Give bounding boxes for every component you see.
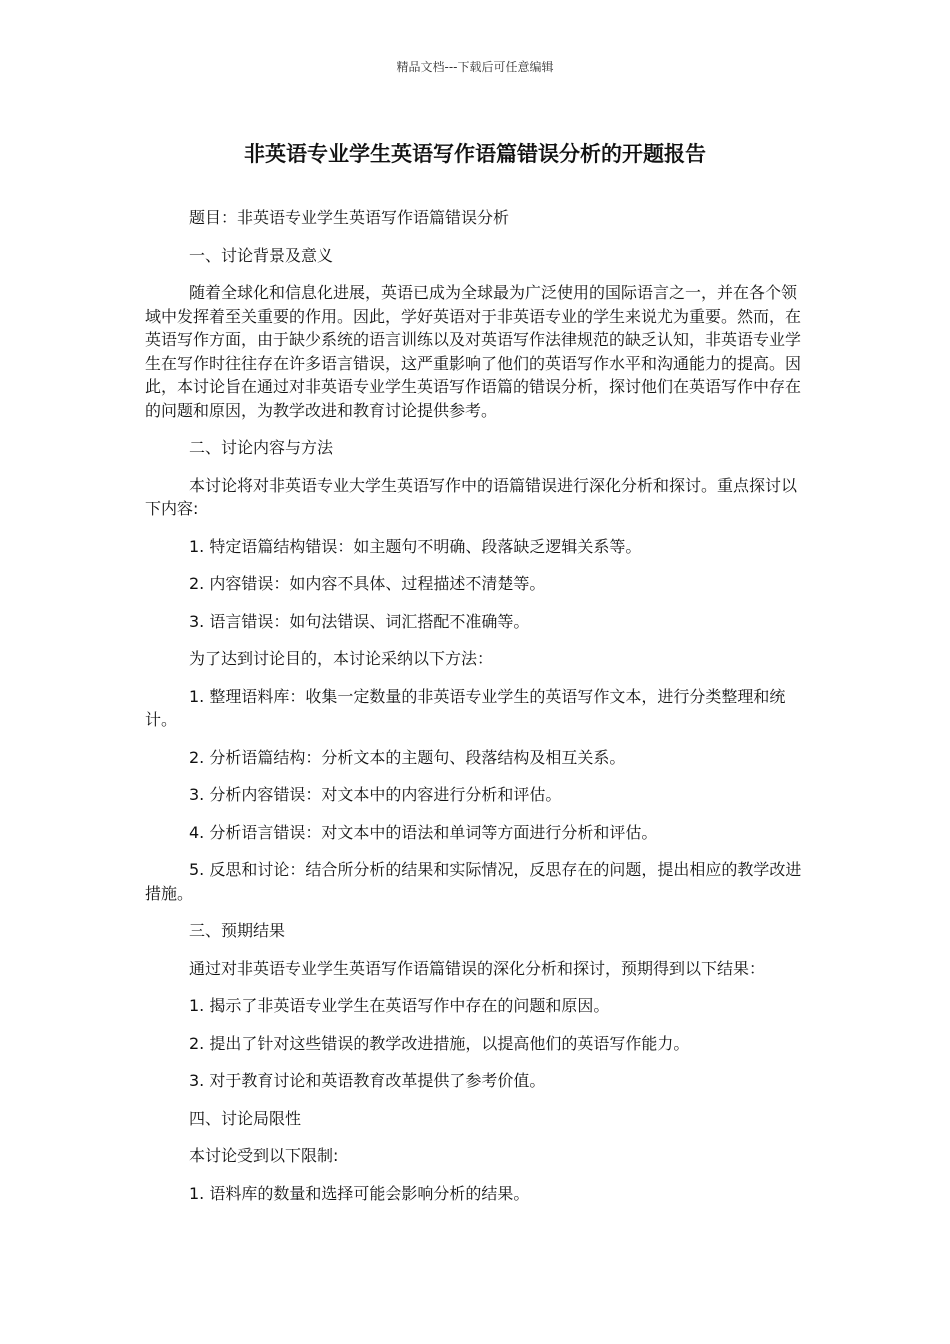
content-item: 2. 内容错误：如内容不具体、过程描述不清楚等。 <box>189 574 546 593</box>
section-heading-content-method: 二、讨论内容与方法 <box>189 438 334 457</box>
result-item: 1. 揭示了非英语专业学生在英语写作中存在的问题和原因。 <box>189 996 610 1015</box>
content-intro-paragraph: 本讨论将对非英语专业大学生英语写作中的语篇错误进行深化分析和探讨。重点探讨以下内容: <box>145 475 798 518</box>
method-item: 4. 分析语言错误：对文本中的语法和单词等方面进行分析和评估。 <box>189 822 658 842</box>
background-paragraph: 随着全球化和信息化进展，英语已成为全球最为广泛使用的国际语言之一，并在各个领域中发挥着至关重要的作用。因此，学好英语对于非英语专业的学生来说尤为重要。然而，在英语写作方面，由于缺少系统的语言训练以及对英语写作法律规范的缺乏认知，非英语专业学生在写作时往往存在许多语言错误，这严重影响了他们的英语写作水平和沟通能力的提高。因此，本讨论旨在通过对非英语专业学生英语写作语篇的错误分析，探讨他们在英语写作中存在的问题和原因，为教学改进和教育讨论提供参考。 <box>145 283 802 420</box>
document-title: 非英语专业学生英语写作语篇错误分析的开题报告 <box>244 142 706 166</box>
content-item: 3. 语言错误：如句法错误、词汇搭配不准确等。 <box>189 611 530 631</box>
method-intro-paragraph: 为了达到讨论目的，本讨论采纳以下方法： <box>189 649 494 668</box>
limitations-intro-paragraph: 本讨论受到以下限制: <box>189 1146 339 1165</box>
results-intro-paragraph: 通过对非英语专业学生英语写作语篇错误的深化分析和探讨，预期得到以下结果： <box>189 958 766 978</box>
limitation-item: 1. 语料库的数量和选择可能会影响分析的结果。 <box>189 1183 530 1203</box>
section-heading-background: 一、讨论背景及意义 <box>189 245 334 265</box>
method-item: 1. 整理语料库：收集一定数量的非英语专业学生的英语写作文本，进行分类整理和统计。 <box>145 686 786 729</box>
header-note: 精品文档---下载后可任意编辑 <box>396 60 554 74</box>
section-heading-expected-results: 三、预期结果 <box>189 921 286 940</box>
topic-line: 题目：非英语专业学生英语写作语篇错误分析 <box>189 208 510 227</box>
document-body <box>145 206 810 1219</box>
result-item: 3. 对于教育讨论和英语教育改革提供了参考价值。 <box>189 1071 546 1090</box>
method-item: 5. 反思和讨论：结合所分析的结果和实际情况，反思存在的问题，提出相应的教学改进措施。 <box>145 860 802 903</box>
section-heading-limitations: 四、讨论局限性 <box>189 1108 302 1128</box>
content-item: 1. 特定语篇结构错误：如主题句不明确、段落缺乏逻辑关系等。 <box>189 536 642 556</box>
method-item: 2. 分析语篇结构：分析文本的主题句、段落结构及相互关系。 <box>189 747 626 767</box>
method-item: 3. 分析内容错误：对文本中的内容进行分析和评估。 <box>189 785 562 804</box>
result-item: 2. 提出了针对这些错误的教学改进措施，以提高他们的英语写作能力。 <box>189 1033 690 1053</box>
